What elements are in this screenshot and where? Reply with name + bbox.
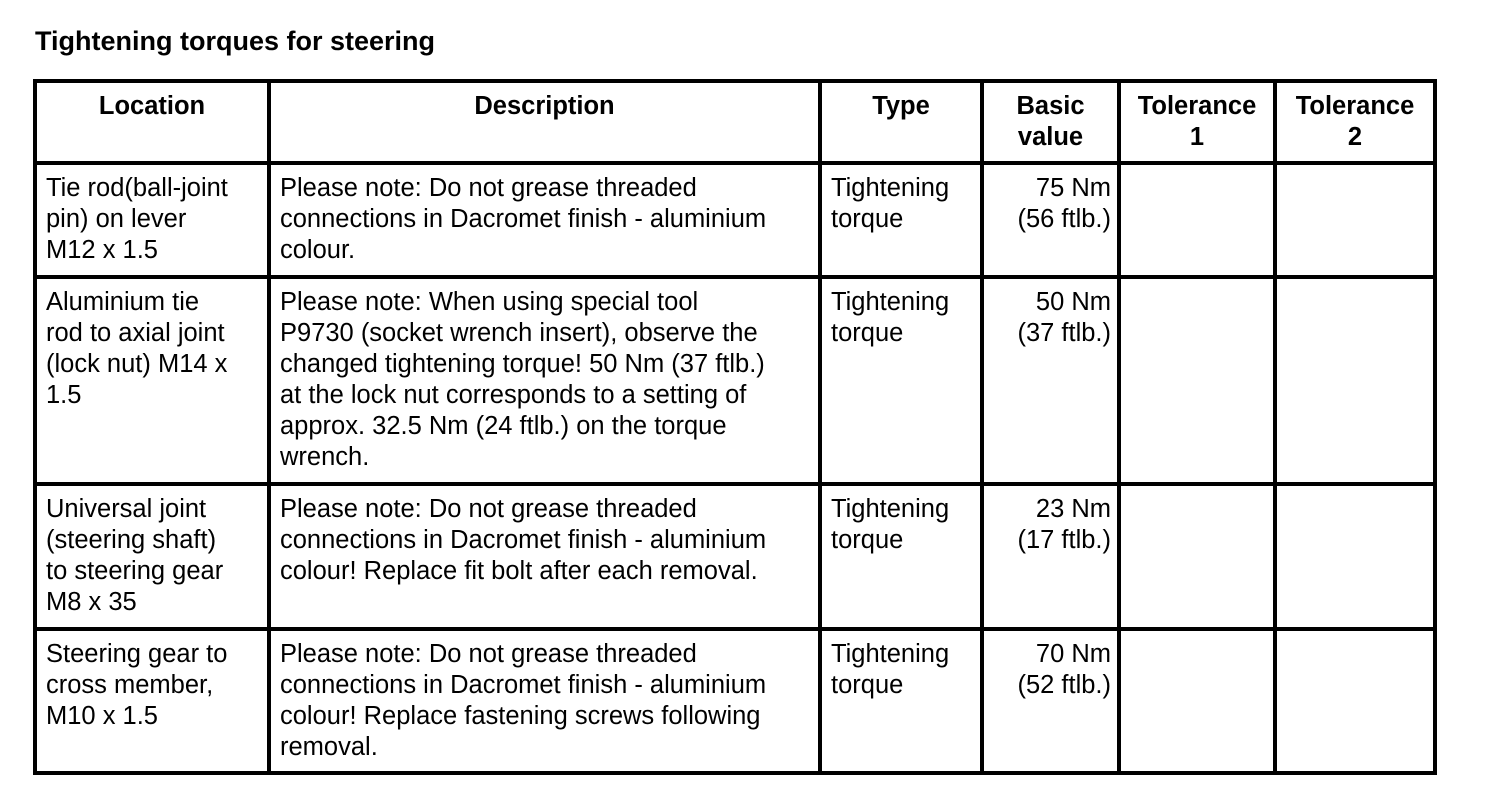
basic-value-cell: 50 Nm (37 ftlb.)	[982, 277, 1119, 484]
description-cell: Please note: Do not grease threaded connections in Dacromet finish - aluminium colour! Replace fit bolt after each removal.	[269, 484, 820, 629]
column-header-tolerance-1: Tolerance 1	[1119, 81, 1275, 163]
torque-table	[33, 79, 1437, 775]
tolerance-2-cell	[1275, 163, 1435, 277]
table-header-row	[35, 81, 1435, 163]
table-row	[35, 163, 1435, 277]
type-cell: Tightening torque	[820, 163, 982, 277]
type-cell: Tightening torque	[820, 277, 982, 484]
location-cell: Steering gear to cross member, M10 x 1.5	[35, 629, 269, 773]
column-header-type: Type	[820, 81, 982, 163]
basic-value-cell: 23 Nm (17 ftlb.)	[982, 484, 1119, 629]
page-title: Tightening torques for steering	[35, 26, 436, 56]
tolerance-2-cell	[1275, 277, 1435, 484]
description-cell: Please note: When using special tool P9730 (socket wrench insert), observe the changed tightening torque! 50 Nm (37 ftlb.) at the lock nut corresponds to a setting of approx. 32.5 Nm (24 ftlb.) on the torque wrench.	[269, 277, 820, 484]
tolerance-1-cell	[1119, 629, 1275, 773]
tolerance-1-cell	[1119, 163, 1275, 277]
table-row	[35, 277, 1435, 484]
column-header-location: Location	[35, 81, 269, 163]
column-header-tolerance-2: Tolerance 2	[1275, 81, 1435, 163]
location-cell: Tie rod(ball-joint pin) on lever M12 x 1.5	[35, 163, 269, 277]
tolerance-1-cell	[1119, 484, 1275, 629]
table-row	[35, 484, 1435, 629]
location-cell: Aluminium tie rod to axial joint (lock nut) M14 x 1.5	[35, 277, 269, 484]
tolerance-1-cell	[1119, 277, 1275, 484]
tolerance-2-cell	[1275, 629, 1435, 773]
description-cell: Please note: Do not grease threaded connections in Dacromet finish - aluminium colour! Replace fastening screws following removal.	[269, 629, 820, 773]
column-header-basic-value: Basic value	[982, 81, 1119, 163]
type-cell: Tightening torque	[820, 629, 982, 773]
table-row	[35, 629, 1435, 773]
basic-value-cell: 70 Nm (52 ftlb.)	[982, 629, 1119, 773]
column-header-description: Description	[269, 81, 820, 163]
type-cell: Tightening torque	[820, 484, 982, 629]
location-cell: Universal joint (steering shaft) to steering gear M8 x 35	[35, 484, 269, 629]
description-cell: Please note: Do not grease threaded connections in Dacromet finish - aluminium colour.	[269, 163, 820, 277]
basic-value-cell: 75 Nm (56 ftlb.)	[982, 163, 1119, 277]
tolerance-2-cell	[1275, 484, 1435, 629]
